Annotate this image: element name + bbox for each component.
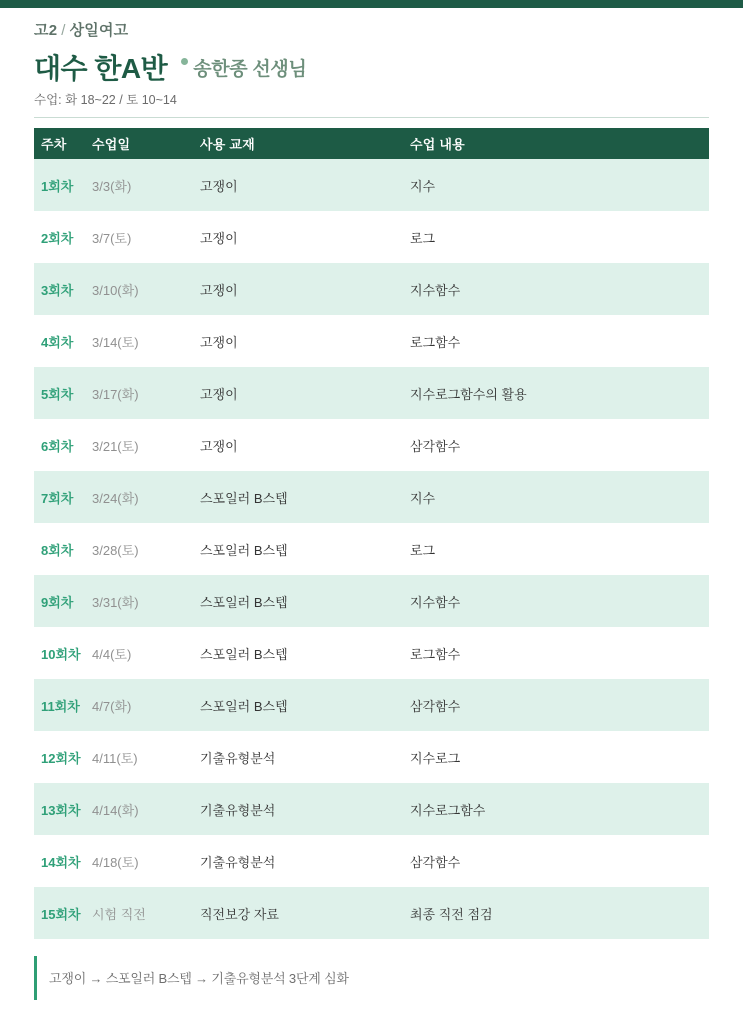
date-cell: 4/4(토) [92,646,132,662]
date-cell: 3/28(토) [92,542,139,558]
content-cell: 지수함수 [410,594,461,610]
table-row [34,315,709,367]
date-cell: 4/14(화) [92,802,139,818]
session-cell: 5회차 [41,386,74,402]
content-cell: 삼각함수 [410,854,461,870]
textbook-cell: 고쟁이 [200,386,238,402]
session-cell: 4회차 [41,334,74,350]
table-row [34,523,709,575]
title-row [34,47,709,87]
date-cell: 3/21(토) [92,438,139,454]
teacher-info [181,54,306,81]
table-row [34,263,709,315]
date-cell: 3/10(화) [92,282,139,298]
date-cell: 3/24(화) [92,490,139,506]
session-cell: 10회차 [41,646,81,662]
table-row [34,627,709,679]
header-divider [34,117,709,118]
content-cell: 최종 직전 점검 [410,906,493,922]
content-cell: 지수로그 [410,750,461,766]
textbook-cell: 스포일러 B스텝 [200,542,288,558]
textbook-cell: 스포일러 B스텝 [200,646,288,662]
table-row [34,575,709,627]
column-header-textbook: 사용 교재 [200,128,410,159]
session-cell: 13회차 [41,802,81,818]
breadcrumb [34,19,709,40]
content-cell: 로그함수 [410,334,461,350]
page-title: 대수 한A반 [34,53,168,84]
schedule-table [34,128,709,939]
date-cell: 4/7(화) [92,698,132,714]
page-content [0,19,743,1000]
content-cell: 지수로그함수 [410,802,486,818]
textbook-cell: 기출유형분석 [200,750,276,766]
textbook-cell: 직전보강 자료 [200,906,279,922]
table-row [34,419,709,471]
session-cell: 12회차 [41,750,81,766]
table-row [34,679,709,731]
textbook-cell: 고쟁이 [200,438,238,454]
textbook-cell: 스포일러 B스텝 [200,594,288,610]
date-cell: 3/17(화) [92,386,139,402]
content-cell: 지수 [410,178,436,194]
table-row [34,835,709,887]
table-row [34,783,709,835]
date-cell: 3/7(토) [92,230,132,246]
textbook-cell: 고쟁이 [200,178,238,194]
column-header-date: 수업일 [92,128,200,159]
date-cell: 4/11(토) [92,750,138,766]
content-cell: 로그 [410,542,436,558]
session-cell: 8회차 [41,542,74,558]
table-header [34,128,709,159]
session-cell: 9회차 [41,594,74,610]
table-row [34,159,709,211]
textbook-cell: 기출유형분석 [200,854,276,870]
teacher-name: 송한종 선생님 [193,58,307,80]
content-cell: 지수로그함수의 활용 [410,386,527,402]
date-cell: 4/18(토) [92,854,139,870]
session-cell: 11회차 [41,698,80,714]
textbook-cell: 스포일러 B스텝 [200,698,288,714]
breadcrumb-separator: / [61,22,66,39]
column-header-content: 수업 내용 [410,128,709,159]
textbook-cell: 고쟁이 [200,282,238,298]
date-cell: 3/3(화) [92,178,132,194]
date-cell: 시험 직전 [92,906,146,922]
textbook-cell: 스포일러 B스텝 [200,490,288,506]
table-row [34,887,709,939]
table-row [34,471,709,523]
textbook-cell: 고쟁이 [200,334,238,350]
date-cell: 3/31(화) [92,594,139,610]
top-accent-bar [0,0,743,8]
session-cell: 6회차 [41,438,74,454]
column-header-session: 주차 [34,128,92,159]
breadcrumb-school: 상일여고 [69,22,129,39]
textbook-cell: 기출유형분석 [200,802,276,818]
table-body [34,159,709,939]
content-cell: 지수함수 [410,282,461,298]
textbook-cell: 고쟁이 [200,230,238,246]
schedule-info: 수업: 화 18~22 / 토 10~14 [34,93,177,107]
table-header-row [34,128,709,159]
session-cell: 1회차 [41,178,74,194]
table-row [34,211,709,263]
curriculum-note [34,956,709,1000]
content-cell: 삼각함수 [410,438,461,454]
bullet-dot-icon [181,58,188,65]
curriculum-note-text: 고쟁이 → 스포일러 B스텝 → 기출유형분석 3단계 심화 [49,971,349,986]
content-cell: 삼각함수 [410,698,461,714]
table-row [34,731,709,783]
session-cell: 15회차 [41,906,81,922]
session-cell: 7회차 [41,490,74,506]
session-cell: 2회차 [41,230,74,246]
breadcrumb-grade: 고2 [34,22,58,39]
session-cell: 3회차 [41,282,74,298]
content-cell: 로그 [410,230,436,246]
session-cell: 14회차 [41,854,81,870]
table-row [34,367,709,419]
date-cell: 3/14(토) [92,334,139,350]
content-cell: 로그함수 [410,646,461,662]
content-cell: 지수 [410,490,436,506]
